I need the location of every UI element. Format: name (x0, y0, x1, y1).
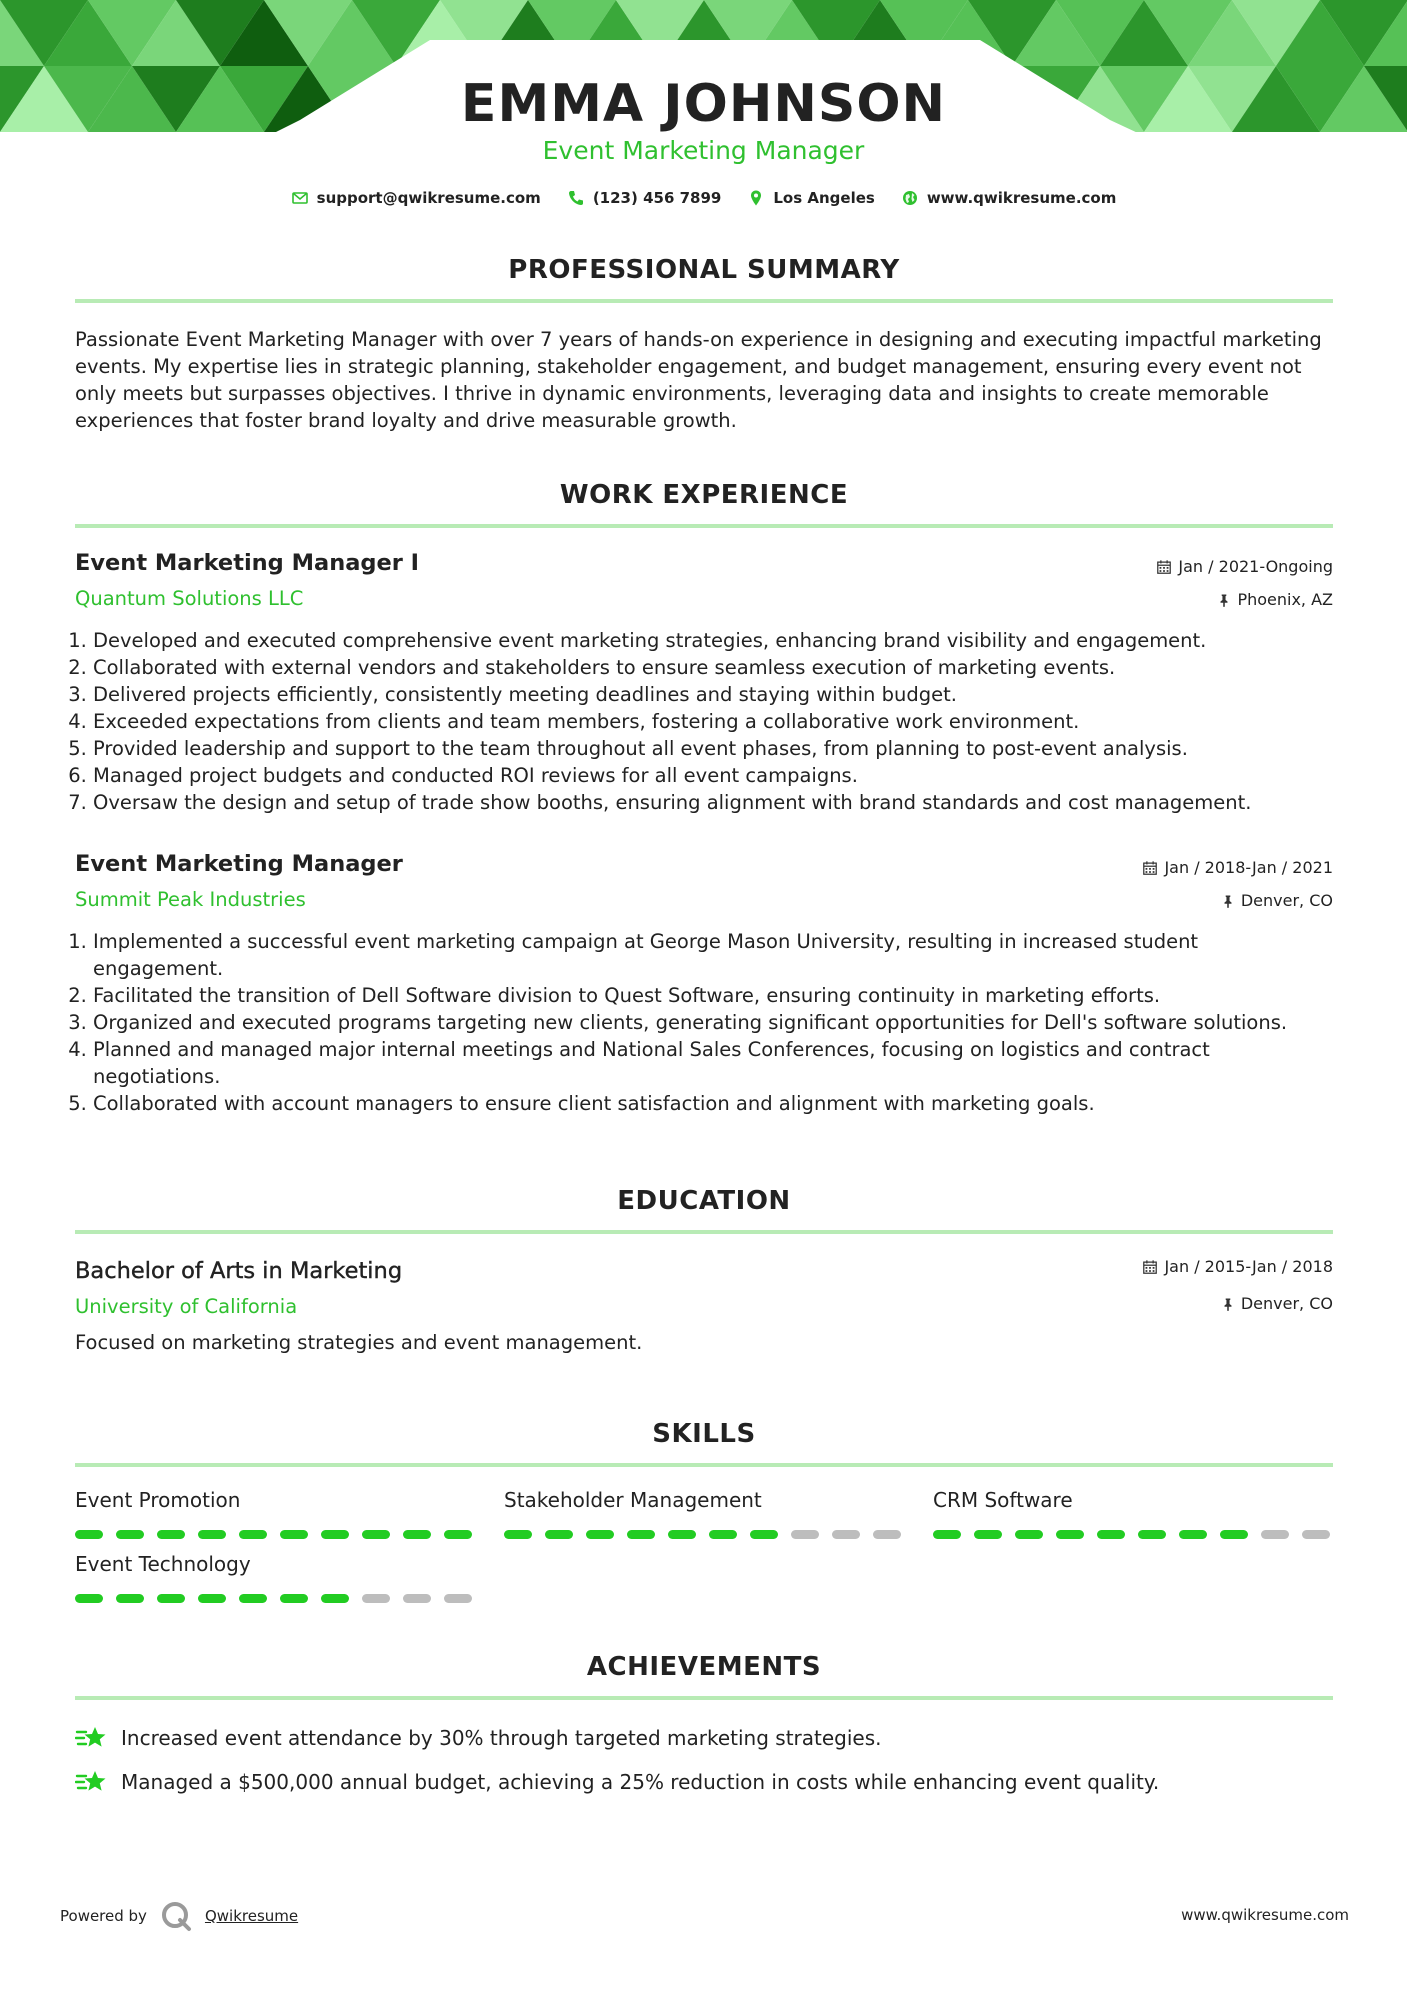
job-bullet: 1. Developed and executed comprehensive event marketing strategies, enhancing brand visibility and engagement. (93, 627, 1333, 654)
skill-dash (1138, 1530, 1166, 1539)
candidate-name: EMMA JOHNSON (460, 74, 947, 134)
summary-text: Passionate Event Marketing Manager with over 7 years of hands-on experience in designing and executing impactful marketing events. My expertise lies in strategic planning, stakeholder engagement, and budget management, ensuring every event not only meets but surpasses objectives. I thrive in dynamic environments, leveraging data and insights to create memorable experiences that foster brand loyalty and drive measurable growth. (75, 328, 1322, 432)
summary-section-header (75, 255, 1333, 303)
skill-dash (1015, 1530, 1043, 1539)
job-date-text: Jan / 2018-Jan / 2021 (1164, 858, 1333, 877)
skill-item (504, 1488, 904, 1539)
skill-dash (1220, 1530, 1248, 1539)
skill-dash (1261, 1530, 1289, 1539)
contact-location-text: Los Angeles (773, 189, 875, 207)
job-title: Event Marketing Manager I (75, 550, 420, 576)
job-bullets (75, 928, 1333, 1117)
resume-header (0, 0, 1407, 220)
education-description: Focused on marketing strategies and event management. (75, 1331, 643, 1354)
section-divider (75, 1463, 1333, 1467)
section-divider (75, 1230, 1333, 1234)
skill-dash (403, 1594, 431, 1603)
powered-by-label: Powered by (60, 1907, 147, 1925)
skill-dash (198, 1530, 226, 1539)
skill-dash (1097, 1530, 1125, 1539)
calendar-icon (1142, 1259, 1158, 1275)
contact-website[interactable] (901, 189, 1117, 207)
skill-item (933, 1488, 1333, 1539)
contact-website-text: www.qwikresume.com (926, 189, 1117, 207)
section-divider (75, 299, 1333, 303)
envelope-icon (291, 189, 309, 207)
pushpin-icon (1221, 1297, 1235, 1311)
skill-dash (791, 1530, 819, 1539)
skill-name: Event Technology (75, 1552, 251, 1576)
skills-title: SKILLS (652, 1419, 756, 1449)
achievement-text: Increased event attendance by 30% through targeted marketing strategies. (121, 1726, 882, 1750)
skill-level-bar (75, 1594, 475, 1603)
summary-title: PROFESSIONAL SUMMARY (508, 255, 900, 285)
contact-email[interactable] (291, 189, 541, 207)
education-location-text: Denver, CO (1240, 1294, 1333, 1313)
map-pin-icon (747, 189, 765, 207)
skill-dash (709, 1530, 737, 1539)
skill-dash (280, 1594, 308, 1603)
school-name: University of California (75, 1295, 298, 1318)
achievement-item (75, 1723, 882, 1753)
footer-powered-by (60, 1900, 298, 1932)
skill-dash (321, 1530, 349, 1539)
experience-title: WORK EXPERIENCE (559, 480, 849, 510)
achievements-title: ACHIEVEMENTS (586, 1652, 822, 1682)
skill-dash (157, 1594, 185, 1603)
brand-link[interactable]: Qwikresume (204, 1907, 299, 1925)
skill-dash (545, 1530, 573, 1539)
education-section-header (75, 1186, 1333, 1234)
skill-name: Event Promotion (75, 1488, 241, 1512)
skill-dash (157, 1530, 185, 1539)
contact-phone-text: (123) 456 7899 (592, 189, 722, 207)
calendar-icon (1156, 559, 1172, 575)
skill-dash (116, 1594, 144, 1603)
skill-dash (362, 1530, 390, 1539)
skills-section-header (75, 1419, 1333, 1467)
skill-dash (933, 1530, 961, 1539)
pushpin-icon (1221, 894, 1235, 908)
job-bullets (75, 627, 1333, 816)
job-location-text: Phoenix, AZ (1237, 590, 1333, 609)
calendar-icon (1142, 860, 1158, 876)
contact-bar (0, 189, 1407, 207)
skill-name: CRM Software (933, 1488, 1073, 1512)
skill-dash (627, 1530, 655, 1539)
job-bullet: 4. Exceeded expectations from clients and team members, fostering a collaborative work environment. (93, 708, 1333, 735)
pushpin-icon (1217, 593, 1231, 607)
shooting-star-icon (75, 1767, 107, 1797)
job-bullet: 2. Collaborated with external vendors and stakeholders to ensure seamless execution of marketing events. (93, 654, 1333, 681)
achievement-text: Managed a $500,000 annual budget, achieving a 25% reduction in costs while enhancing event quality. (121, 1770, 1160, 1794)
skill-dash (504, 1530, 532, 1539)
phone-icon (567, 189, 585, 207)
skill-dash (239, 1530, 267, 1539)
skill-dash (116, 1530, 144, 1539)
globe-icon (901, 189, 919, 207)
education-location (1221, 1294, 1333, 1313)
skill-dash (403, 1530, 431, 1539)
skill-dash (1056, 1530, 1084, 1539)
achievements-section-header (75, 1652, 1333, 1700)
education-title: EDUCATION (617, 1186, 791, 1216)
section-divider (75, 1696, 1333, 1700)
job-bullet: 4. Planned and managed major internal meetings and National Sales Conferences, focusing on logistics and contract negotiations. (93, 1036, 1333, 1090)
skill-dash (444, 1594, 472, 1603)
job-bullet: 1. Implemented a successful event marketing campaign at George Mason University, resulting in increased student engagement. (93, 928, 1333, 982)
skill-dash (75, 1530, 103, 1539)
skill-dash (586, 1530, 614, 1539)
skill-dash (75, 1594, 103, 1603)
skill-name: Stakeholder Management (504, 1488, 762, 1512)
education-date (1142, 1257, 1333, 1276)
contact-email-text: support@qwikresume.com (316, 189, 541, 207)
skill-level-bar (504, 1530, 904, 1539)
skill-dash (974, 1530, 1002, 1539)
skill-level-bar (933, 1530, 1333, 1539)
contact-location (747, 189, 874, 207)
skill-dash (362, 1594, 390, 1603)
skill-dash (239, 1594, 267, 1603)
job-title: Event Marketing Manager (75, 851, 403, 877)
job-date (1142, 858, 1333, 877)
job-company: Quantum Solutions LLC (75, 587, 304, 610)
job-bullet: 6. Managed project budgets and conducted ROI reviews for all event campaigns. (93, 762, 1333, 789)
job-bullet: 3. Organized and executed programs targeting new clients, generating significant opportunities for Dell's software solutions. (93, 1009, 1333, 1036)
section-divider (75, 524, 1333, 528)
job-location (1221, 891, 1333, 910)
job-company: Summit Peak Industries (75, 888, 306, 911)
qwikresume-logo-icon (159, 1900, 193, 1932)
skill-dash (832, 1530, 860, 1539)
degree-title: Bachelor of Arts in Marketing (75, 1258, 403, 1284)
job-bullet: 3. Delivered projects efficiently, consistently meeting deadlines and staying within budget. (93, 681, 1333, 708)
experience-section-header (75, 480, 1333, 528)
job-date-text: Jan / 2021-Ongoing (1178, 557, 1333, 576)
job-location-text: Denver, CO (1240, 891, 1333, 910)
footer-website[interactable]: www.qwikresume.com (1181, 1906, 1349, 1924)
skill-dash (444, 1530, 472, 1539)
achievement-item (75, 1767, 1159, 1797)
job-bullet: 7. Oversaw the design and setup of trade show booths, ensuring alignment with brand standards and cost management. (93, 789, 1333, 816)
shooting-star-icon (75, 1723, 107, 1753)
job-date (1156, 557, 1333, 576)
job-bullet: 2. Facilitated the transition of Dell Software division to Quest Software, ensuring continuity in marketing efforts. (93, 982, 1333, 1009)
contact-phone[interactable] (567, 189, 722, 207)
skill-item (75, 1488, 475, 1539)
skill-dash (750, 1530, 778, 1539)
skill-dash (1179, 1530, 1207, 1539)
skill-dash (321, 1594, 349, 1603)
skill-dash (280, 1530, 308, 1539)
candidate-role: Event Marketing Manager (542, 136, 865, 165)
skill-dash (873, 1530, 901, 1539)
skill-dash (668, 1530, 696, 1539)
skill-level-bar (75, 1530, 475, 1539)
skill-item (75, 1552, 475, 1603)
job-location (1217, 590, 1333, 609)
job-bullet: 5. Provided leadership and support to the team throughout all event phases, from planning to post-event analysis. (93, 735, 1333, 762)
skill-dash (198, 1594, 226, 1603)
job-bullet: 5. Collaborated with account managers to ensure client satisfaction and alignment with marketing goals. (93, 1090, 1333, 1117)
education-date-text: Jan / 2015-Jan / 2018 (1164, 1257, 1333, 1276)
skill-dash (1302, 1530, 1330, 1539)
